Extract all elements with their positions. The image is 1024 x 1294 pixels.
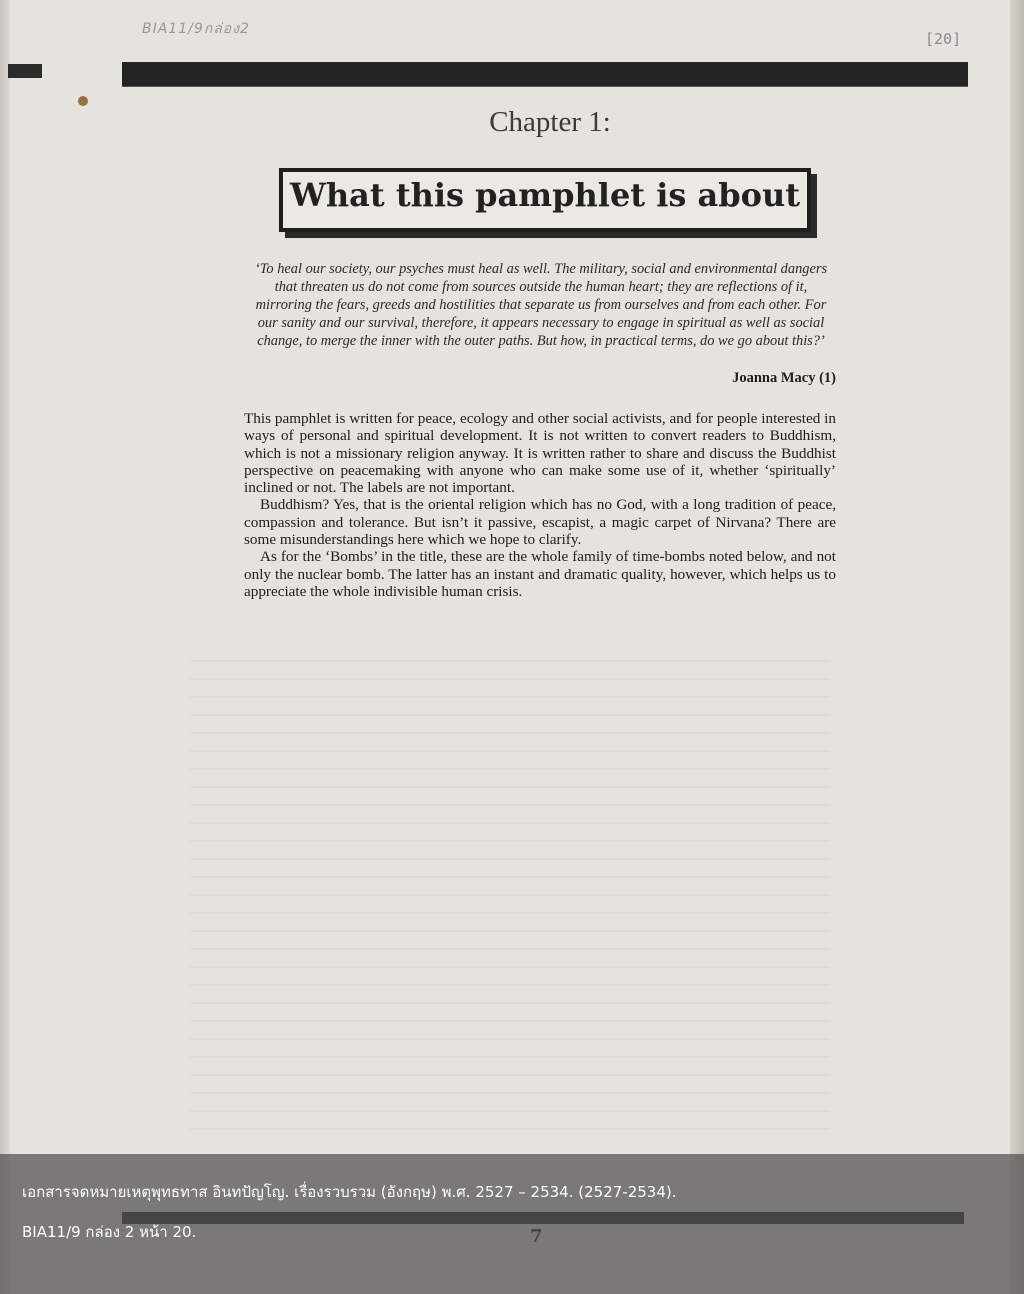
title-box [279, 168, 811, 232]
paragraph-3: As for the ‘Bombs’ in the title, these are the whole family of time-bombs noted below, and not only the nuclear bomb. The latter has an instant and dramatic quality, however, which helps us to appreciate the whole indivisible human crisis. [244, 548, 836, 600]
epigraph-quote: ‘To heal our society, our psyches must heal as well. The military, social and environmental dangers that threaten us do not come from sources outside the human heart; they are reflections of it, mirroring the fears, greeds and hostilities that separate us from ourselves and from each other. For our sanity and our survival, therefore, it appears necessary to engage in spiritual as well as social change, to merge the inner with the outer paths. But how, in practical terms, do we go about this?’ [254, 261, 828, 349]
top-rule [122, 62, 968, 86]
page-shadow [1010, 0, 1024, 1294]
epigraph-author: Joanna Macy (1) [732, 370, 836, 386]
page-title: What this pamphlet is about [289, 176, 801, 214]
body-text [244, 410, 836, 600]
paragraph-2: Buddhism? Yes, that is the oriental religion which has no God, with a long tradition of peace, compassion and tolerance. But isn’t it passive, escapist, a magic carpet of Nirvana? There are some misunderstandings here which we hope to clarify. [244, 496, 836, 549]
show-through-text [190, 660, 830, 1130]
caption-citation: เอกสารจดหมายเหตุพุทธทาส อินทปัญโญ. เรื่องรวบรวม (อังกฤษ) พ.ศ. 2527 – 2534. (2527-2534). [22, 1183, 677, 1201]
handwritten-archive-ref: BIA11/9กล่อง2 [142, 21, 250, 37]
page-marker: [20] [925, 30, 962, 48]
caption-location: BIA11/9 กล่อง 2 หน้า 20. [22, 1223, 197, 1241]
chapter-label: Chapter 1: [489, 106, 611, 138]
ink-spot [78, 96, 88, 106]
page-edge [0, 0, 10, 1294]
top-rule-fragment [8, 64, 42, 78]
paragraph-1: This pamphlet is written for peace, ecology and other social activists, and for people interested in ways of personal and spiritual development. It is not written to convert readers to Buddhism, which is not a missionary religion anyway. It is written rather to share and discuss the Buddhist perspective on peacemaking with anyone who can make some use of it, whether ‘spiritually’ inclined or not. The labels are not important. [244, 410, 836, 497]
